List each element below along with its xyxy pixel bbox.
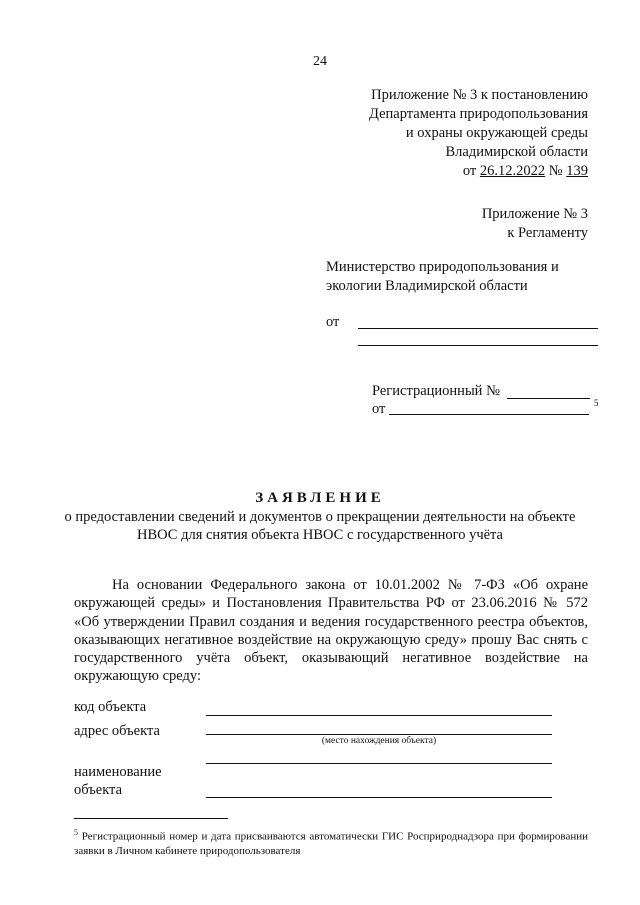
page-number: 24 — [313, 54, 327, 69]
address-label: адрес объекта — [74, 723, 160, 739]
code-label: код объекта — [74, 699, 147, 715]
appendix-line-1: Приложение № 3 к постановлению — [371, 87, 588, 103]
reglament-line-2: к Регламенту — [507, 225, 588, 241]
address-field-line[interactable] — [206, 734, 552, 735]
reglament-header — [482, 205, 588, 243]
date-prefix: от — [462, 163, 480, 179]
addressee-line-2: экологии Владимирской области — [326, 278, 528, 294]
registration-number-line[interactable] — [507, 398, 590, 399]
registration-date-line[interactable] — [389, 414, 589, 415]
appendix-header — [369, 86, 588, 181]
footnote-mark: 5 — [74, 828, 78, 837]
from-field-line-2[interactable] — [358, 345, 598, 346]
footnote-separator — [74, 818, 228, 819]
resolution-date: 26.12.2022 — [479, 163, 546, 179]
address-hint: (место нахождения объекта) — [321, 736, 437, 746]
addressee — [326, 258, 559, 296]
appendix-date-line — [369, 162, 588, 181]
registration-date-label: от — [372, 401, 386, 417]
code-field-line[interactable] — [206, 715, 552, 716]
address-field-line-2[interactable] — [206, 763, 552, 764]
document-title: ЗАЯВЛЕНИЕ — [255, 490, 385, 506]
from-label: от — [326, 314, 340, 330]
footnote-text: Регистрационный номер и дата присваиваются автоматически ГИС Росприроднадзора при формировании заявки в Личном кабинете природопользователя — [74, 830, 588, 858]
body-paragraph: На основании Федерального закона от 10.01.2002 № 7-ФЗ «Об охране окружающей среды» и Постановления Правительства РФ от 23.06.2016 № 572 «Об утверждении Правил создания и ведения государственного реестра объектов, оказывающих негативное воздействие на окружающую среду» прошу Вас снять с государственного учёта объект, оказывающий негативное воздействие на окружающую среду: — [74, 577, 588, 685]
registration-number-label: Регистрационный № — [372, 383, 500, 399]
appendix-line-2: Департамента природопользования — [369, 106, 588, 122]
appendix-line-4: Владимирской области — [445, 144, 588, 160]
document-subtitle: о предоставлении сведений и документов о прекращении деятельности на объекте НВОС для снятия объекта НВОС с государственного учёта — [64, 509, 576, 543]
registration-footnote-mark: 5 — [594, 398, 599, 408]
from-field-line-1[interactable] — [358, 328, 598, 329]
addressee-line-1: Министерство природопользования и — [326, 259, 559, 275]
resolution-number: 139 — [566, 163, 588, 179]
name-field-line[interactable] — [206, 797, 552, 798]
footnote — [74, 826, 588, 859]
appendix-line-3: и охраны окружающей среды — [405, 125, 588, 141]
reglament-line-1: Приложение № 3 — [481, 206, 588, 222]
name-label-1: наименование — [74, 764, 162, 780]
name-label-2: объекта — [74, 782, 123, 798]
num-prefix: № — [545, 163, 567, 179]
